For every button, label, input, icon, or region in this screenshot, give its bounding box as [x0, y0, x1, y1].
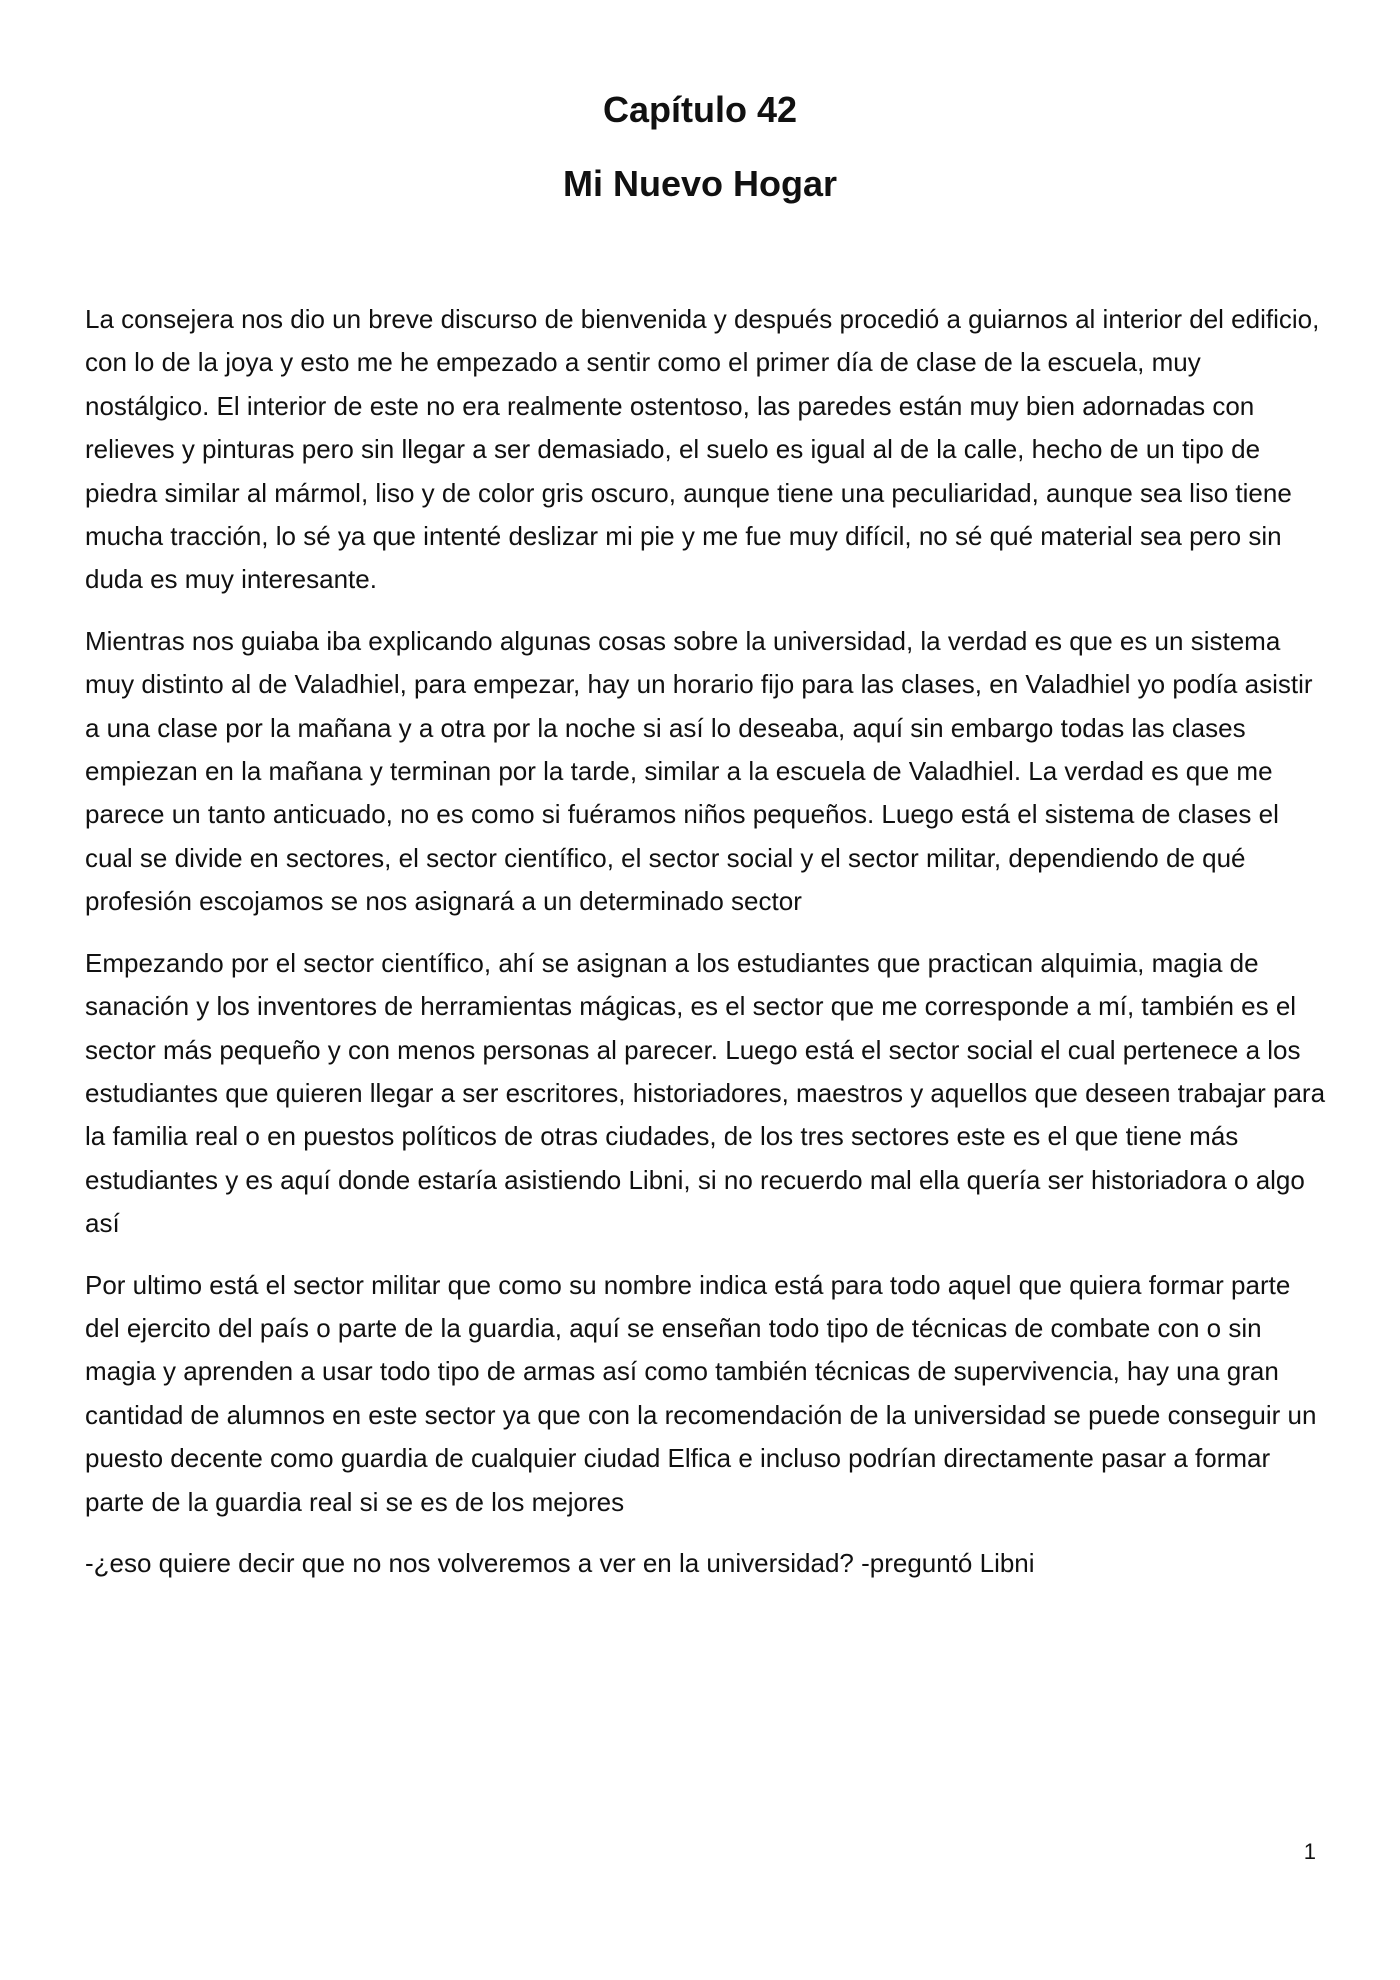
chapter-title: Mi Nuevo Hogar: [562, 163, 838, 204]
paragraph-1: La consejera nos dio un breve discurso de bienvenida y después procedió a guiarnos al interior del edificio, con lo de la joya y esto me he empezado a sentir como el primer día de clase de la escuela, muy nostálgico. El interior de este no era realmente ostentoso, las paredes están muy bien adornadas con relieves y pinturas pero sin llegar a ser demasiado, el suelo es igual al de la calle, hecho de un tipo de piedra similar al mármol, liso y de color gris oscuro, aunque tiene una peculiaridad, aunque sea liso tiene mucha tracción, lo sé ya que intenté deslizar mi pie y me fue muy difícil, no sé qué material sea pero sin duda es muy interesante.: [85, 304, 1320, 595]
paragraph-2: Mientras nos guiaba iba explicando algunas cosas sobre la universidad, la verdad es que es un sistema muy distinto al de Valadhiel, para empezar, hay un horario fijo para las clases, en Valadhiel yo podía asistir a una clase por la mañana y a otra por la noche si así lo deseaba, aquí sin embargo todas las clases empiezan en la mañana y terminan por la tarde, similar a la escuela de Valadhiel. La verdad es que me parece un tanto anticuado, no es como si fuéramos niños pequeños. Luego está el sistema de clases el cual se divide en sectores, el sector científico, el sector social y el sector militar, dependiendo de qué profesión escojamos se nos asignará a un determinado sector: [85, 625, 1313, 917]
paragraph-4: Por ultimo está el sector militar que como su nombre indica está para todo aquel que quiera formar parte del ejercito del país o parte de la guardia, aquí se enseñan todo tipo de técnicas de combate con o sin magia y aprenden a usar todo tipo de armas así como también técnicas de supervivencia, hay una gran cantidad de alumnos en este sector ya que con la recomendación de la universidad se puede conseguir un puesto decente como guardia de cualquier ciudad Elfica e incluso podrían directamente pasar a formar parte de la guardia real si se es de los mejores: [85, 1269, 1317, 1517]
chapter-number: Capítulo 42: [602, 89, 798, 130]
dialogue-line: -¿eso quiere decir que no nos volveremos a ver en la universidad? -preguntó Libni: [85, 1547, 1035, 1578]
page-number: 1: [1303, 1839, 1316, 1864]
body-text: [85, 298, 1330, 1603]
paragraph-3: Empezando por el sector científico, ahí se asignan a los estudiantes que practican alquimia, magia de sanación y los inventores de herramientas mágicas, es el sector que me corresponde a mí, también es el sector más pequeño y con menos personas al parecer. Luego está el sector social el cual pertenece a los estudiantes que quieren llegar a ser escritores, historiadores, maestros y aquellos que deseen trabajar para la familia real o en puestos políticos de otras ciudades, de los tres sectores este es el que tiene más estudiantes y es aquí donde estaría asistiendo Libni, si no recuerdo mal ella quería ser historiadora o algo así: [85, 947, 1326, 1239]
